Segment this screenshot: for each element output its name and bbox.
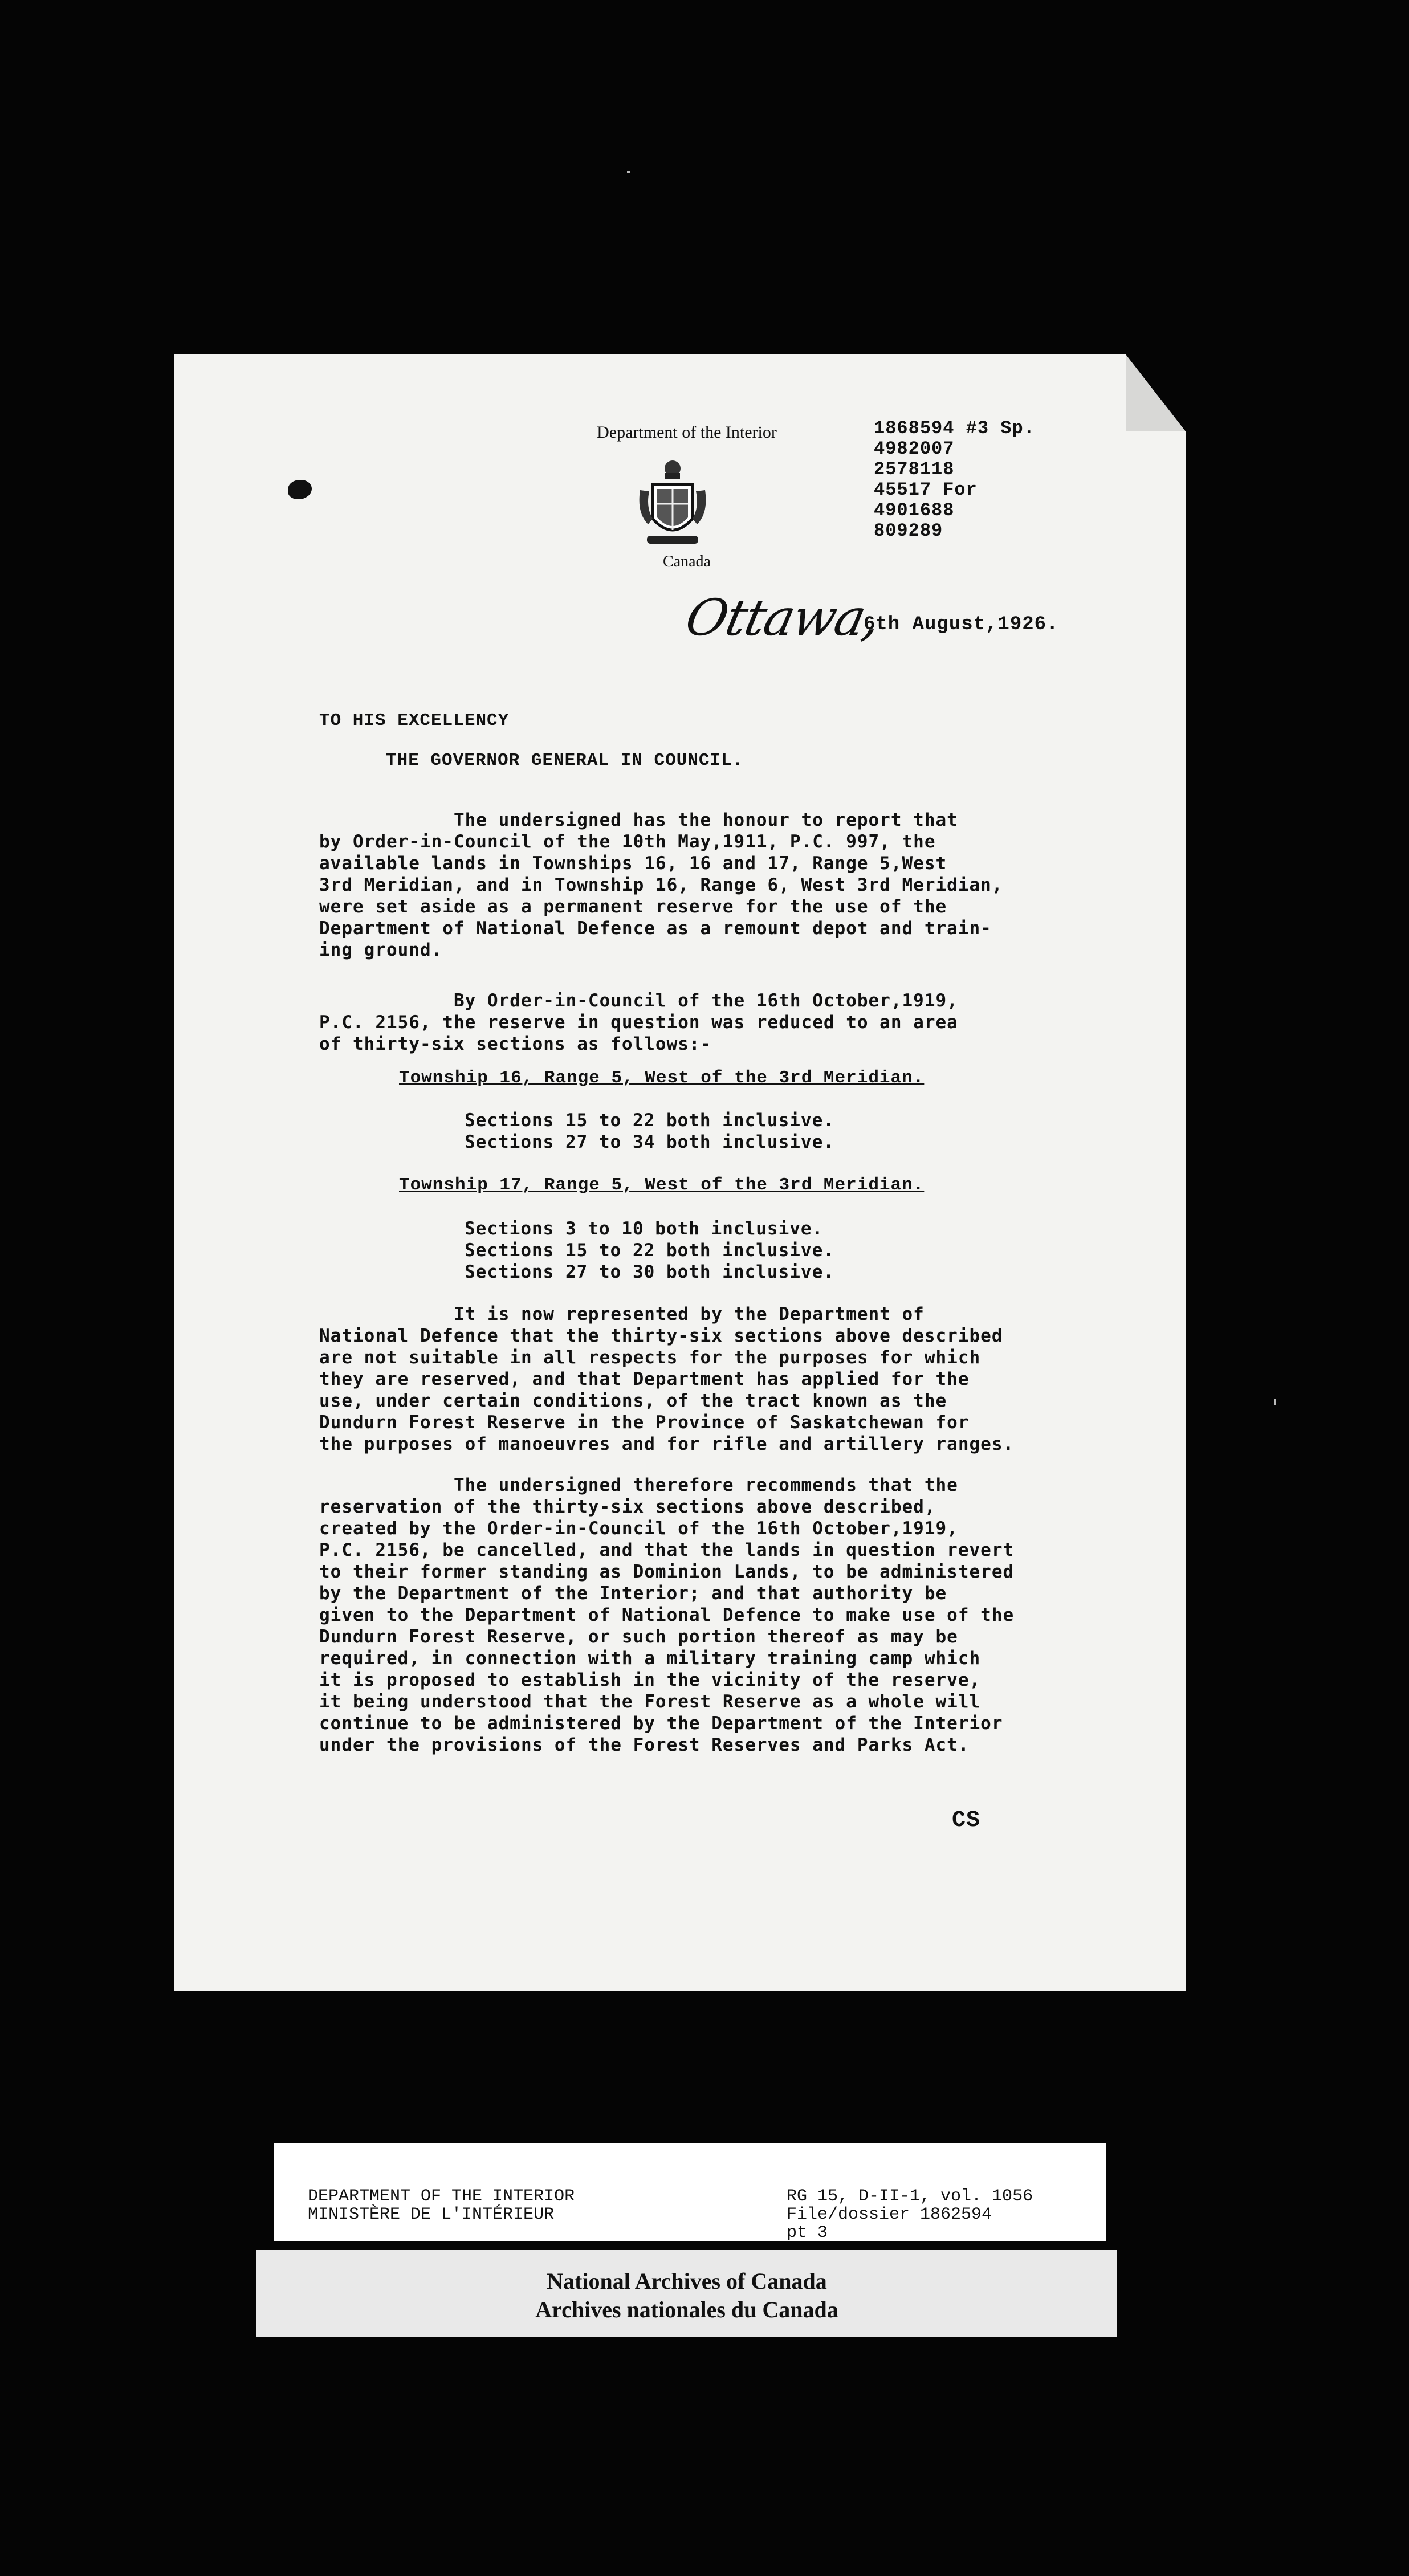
paragraph-2: By Order-in-Council of the 16th October,1919, P.C. 2156, the reserve in question was reduced to an area of thirty-six sections as follows:-: [319, 991, 958, 1054]
file-number: 2578118: [874, 459, 955, 480]
archive-name-label: [256, 2250, 1117, 2337]
section-list-1: Sections 15 to 22 both inclusive. Sections 27 to 34 both inclusive.: [465, 1110, 834, 1152]
file-number: 4982007: [874, 438, 955, 459]
archive-record-group: RG 15, D-II-1, vol. 1056: [787, 2187, 1033, 2206]
letterhead-country: Canada: [663, 553, 711, 570]
section-heading-1: Township 16, Range 5, West of the 3rd Meridian.: [399, 1068, 925, 1088]
file-number: 45517 For: [874, 479, 978, 500]
archive-department-lines: [308, 2187, 575, 2224]
scan-speck: [1274, 1399, 1276, 1405]
archive-department-en: DEPARTMENT OF THE INTERIOR: [308, 2187, 575, 2206]
archive-reference-label: [274, 2143, 1106, 2241]
canada-coat-of-arms-icon: [636, 456, 710, 553]
archive-part: pt 3: [787, 2223, 828, 2243]
file-number: 1868594 #3 Sp.: [874, 418, 1035, 439]
archive-name-en: National Archives of Canada: [547, 2268, 827, 2294]
document-page: [174, 354, 1186, 1991]
archive-file-number: File/dossier 1862594: [787, 2205, 992, 2224]
paragraph-1: The undersigned has the honour to report that by Order-in-Council of the 10th May,1911, P.C. 997, the available lands in Townships 16, 16 and 17, Range 5,West 3rd Meridian, and in Township 16, Range 6, West 3rd Meridian, were set aside as a permanent reserve for the use of the Department of National Defence as a remount depot and train- ing ground.: [319, 810, 1003, 960]
ink-blot: [288, 480, 312, 499]
archive-name-fr: Archives nationales du Canada: [535, 2297, 838, 2322]
paragraph-4: The undersigned therefore recommends that the reservation of the thirty-six sections above described, created by the Order-in-Council of the 16th October,1919, P.C. 2156, be cancelled, and that the lands in question revert to their former standing as Dominion Lands, to be administered by the Department of the Interior; and that authority be given to the Department of National Defence to make use of the Dundurn Forest Reserve, or such portion thereof as may be required, in connection with a military training camp which it is proposed to establish in the vicinity of the reserve, it being understood that the Forest Reserve as a whole will continue to be administered by the Department of the Interior under the provisions of the Forest Reserves and Parks Act.: [319, 1475, 1015, 1755]
file-number: 809289: [874, 520, 943, 541]
archive-reference-lines: [787, 2187, 1033, 2242]
section-list-2: Sections 3 to 10 both inclusive. Sections 15 to 22 both inclusive. Sections 27 to 30 both inclusive.: [465, 1218, 834, 1282]
initials-mark: CS: [952, 1808, 981, 1833]
archive-department-fr: MINISTÈRE DE L'INTÉRIEUR: [308, 2205, 555, 2224]
addressee-line-2: THE GOVERNOR GENERAL IN COUNCIL.: [386, 751, 744, 771]
addressee-line-1: TO HIS EXCELLENCY: [319, 711, 510, 731]
file-number: 4901688: [874, 500, 955, 521]
letter-date: 6th August,1926.: [864, 614, 1059, 635]
letterhead-department: Department of the Interior: [597, 423, 777, 442]
paragraph-3: It is now represented by the Department of National Defence that the thirty-six sections above described are not suitable in all respects for the purposes for which they are reserved, and that Department has applied for the use, under certain conditions, of the tract known as the Dundurn Forest Reserve in the Province of Saskatchewan for the purposes of manoeuvres and for rifle and artillery ranges.: [319, 1304, 1015, 1454]
file-number-stamp: [874, 418, 1113, 541]
scan-speck: [627, 171, 630, 173]
place-script: Ottawa,: [681, 588, 886, 647]
folded-corner-flap: [1126, 354, 1186, 431]
section-heading-2: Township 17, Range 5, West of the 3rd Meridian.: [399, 1175, 925, 1195]
